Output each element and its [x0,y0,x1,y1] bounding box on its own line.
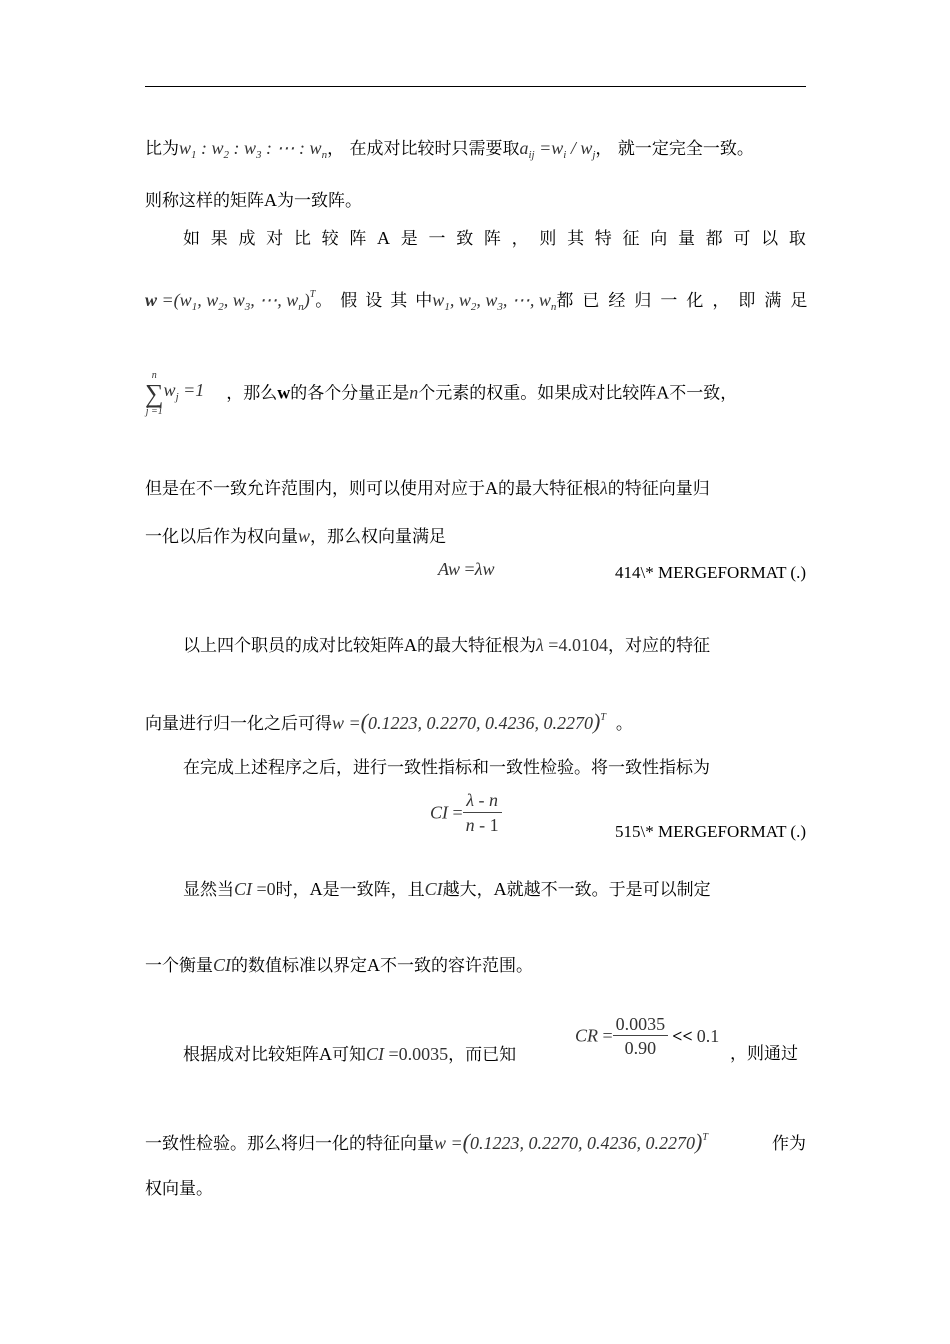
equation-1: Aw =λw [438,559,495,579]
spread-char: 则 [539,229,557,249]
math-aij: $a_{ij} =w_i / w_j$ [519,138,596,161]
spread-char: ， [511,229,529,249]
paragraph-line-7: 一化以后作为权向量w，那么权向量满足 [145,526,447,547]
spread-char: 足 [790,291,808,311]
sum-symbol: n ∑ j =1 [145,369,164,417]
paragraph-line-9: 向量进行归一化之后可得w =(0.1223, 0.2270, 0.4236, 0.2270)$^T$ 。 [145,709,633,734]
spread-char: ， [712,291,730,311]
spread-char: 量 [677,229,695,249]
spread-char: 对 [266,229,284,249]
math-ratio: $w_1$ : $w_2$ : $w_3$ : ⋯ : $w_n$ [179,138,328,161]
paragraph-line-4 [145,283,806,319]
paragraph-line-2: 则称这样的矩阵A为一致阵。 [145,190,362,211]
math-w-result: w =(0.1223, 0.2270, 0.4236, 0.2270)$^T$ [434,1129,708,1154]
text: ， 就一定完全一致。 [595,139,754,159]
fraction: $\frac{\lambda - n}{n - 1}$ [463,790,502,836]
spread-char: 可 [733,229,751,249]
spread-char: 经 [608,291,626,311]
fraction: $\frac{0.0035}{0.90}$ [613,1014,669,1058]
spread-char: 化 [686,291,704,311]
math-sum-wj: $w_j =1$ [163,380,205,403]
equation-cr: CR = $\frac{0.0035}{0.90}$ << 0.1 [575,1014,720,1058]
spread-char: 一 [660,291,678,311]
spread-char: 如 [183,229,200,249]
spread-char: 向 [650,229,668,249]
paragraph-line-10: 在完成上述程序之后，进行一致性指标和一致性检验。将一致性指标为 [183,758,710,778]
text: 比为 [145,139,179,159]
paragraph-line-13: 根据成对比较矩阵A可知CI =0.0035，而已知 [183,1044,517,1065]
math-w-list: $w_1$, $w_2$, $w_3$, ⋯, $w_n$ [432,290,557,313]
spread-char: 阵 [349,229,367,249]
math-w-vector: $w =(w_1$, $w_2$, $w_3$, ⋯, $w_n)^T$ [145,289,316,313]
paragraph-line-12: 一个衡量CI的数值标准以界定A不一致的容许范围。 [145,955,533,976]
paragraph-line-11: 显然当CI =0时，A是一致阵，且CI越大，A就越不一致。于是可以制定 [183,879,711,900]
equation-1-tag: 414\* MERGEFORMAT (.) [615,563,806,582]
math-w-result: w =(0.1223, 0.2270, 0.4236, 0.2270)$^T$ [332,709,606,734]
spread-char: 致 [456,229,474,249]
spread-char: 都 [705,229,723,249]
paragraph-line-8: 以上四个职员的成对比较矩阵A的最大特征根为λ =4.0104，对应的特征 [183,635,710,656]
spread-char: 一 [428,229,446,249]
paragraph-line-6: 但是在不一致允许范围内，则可以使用对应于A的最大特征根λ的特征向量归 [145,478,710,499]
paragraph-line-5: n ∑ j =1 $w_j =1$ ，那么w的各个分量正是n个元素的权重。如果成对比较阵A不一致， [145,369,738,417]
spread-char: 设 [365,291,383,311]
spread-char: 阵 [483,229,501,249]
spread-char: 都 [556,291,574,311]
spread-char: A [377,228,391,248]
spread-char: 。 [315,291,333,311]
spread-char: 较 [321,229,339,249]
spread-char: 特 [594,229,612,249]
header-rule [145,86,806,87]
spread-char: 是 [400,229,418,249]
text-group [556,289,807,313]
spread-char: 果 [210,229,228,249]
paragraph-line-1 [145,136,806,167]
text-group [315,289,432,313]
text: ， 在成对比较时只需要取 [327,139,520,159]
spread-char: 其 [567,229,585,249]
spread-char: 成 [238,229,256,249]
equation-2-tag: 515\* MERGEFORMAT (.) [615,822,806,841]
spread-char: 以 [761,229,779,249]
paragraph-line-14: 一致性检验。那么将归一化的特征向量w =(0.1223, 0.2270, 0.4236, 0.2270)$^T$ 作为 [145,1129,806,1154]
spread-char: 其 [390,291,408,311]
spread-char: 征 [622,229,640,249]
paragraph-line-3 [145,226,806,251]
spread-char: 即 [738,291,756,311]
spread-char: 假 [340,291,358,311]
spread-char: 比 [293,229,311,249]
equation-2: CI = $\frac{\lambda - n}{n - 1}$ [430,790,502,836]
paragraph-line-15: 权向量。 [145,1179,213,1199]
spread-char: 取 [788,229,806,249]
spread-char: 满 [764,291,782,311]
paragraph-line-13-end: ，则通过 [730,1044,798,1064]
spread-char: 已 [582,291,600,311]
spread-char: 中 [415,291,433,311]
spread-char: 归 [634,291,652,311]
